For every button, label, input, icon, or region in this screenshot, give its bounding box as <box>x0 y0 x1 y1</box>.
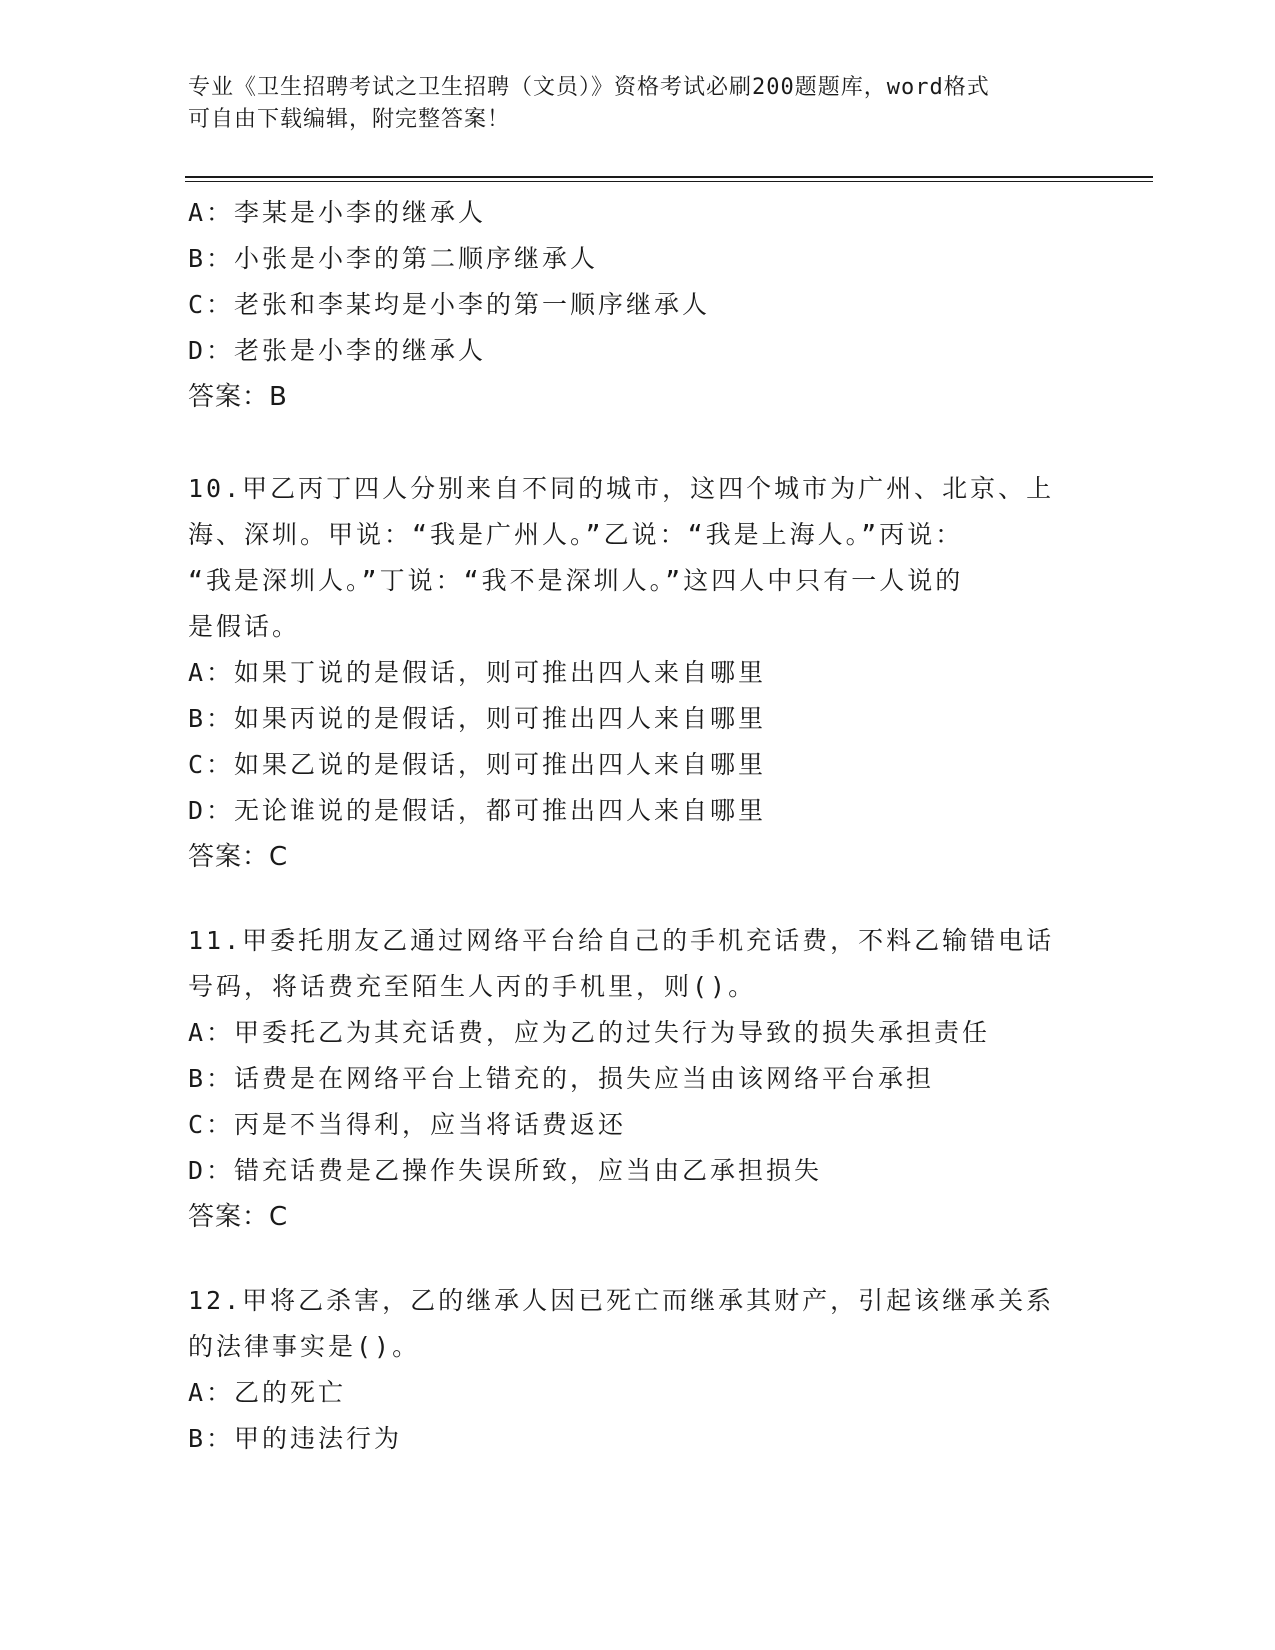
question-block-12 <box>188 1278 1088 1462</box>
option-d: D：无论谁说的是假话，都可推出四人来自哪里 <box>188 796 767 825</box>
option-b: B：如果丙说的是假话，则可推出四人来自哪里 <box>188 704 767 733</box>
option-c: C：如果乙说的是假话，则可推出四人来自哪里 <box>188 750 767 779</box>
spacer <box>188 880 1088 918</box>
question-text-line: 号码，将话费充至陌生人丙的手机里，则()。 <box>188 972 757 1001</box>
question-text-line: 10.甲乙丙丁四人分别来自不同的城市，这四个城市为广州、北京、上 <box>188 474 1055 503</box>
option-b: B：甲的违法行为 <box>188 1424 403 1453</box>
question-text-line: “我是深圳人。”丁说：“我不是深圳人。”这四人中只有一人说的 <box>188 566 964 595</box>
question-block-11 <box>188 918 1088 1240</box>
header-line-1: 专业《卫生招聘考试之卫生招聘（文员）》资格考试必刷200题题库，word格式 <box>188 75 990 100</box>
header-line-2: 可自由下载编辑，附完整答案！ <box>188 107 511 132</box>
question-text-line: 11.甲委托朋友乙通过网络平台给自己的手机充话费，不料乙输错电话 <box>188 926 1055 955</box>
option-a: A：甲委托乙为其充话费，应为乙的过失行为导致的损失承担责任 <box>188 1018 991 1047</box>
question-text-line: 12.甲将乙杀害，乙的继承人因已死亡而继承其财产，引起该继承关系 <box>188 1286 1055 1315</box>
answer-line: 答案：C <box>188 842 289 872</box>
answer-line: 答案：C <box>188 1202 289 1232</box>
option-b: B：小张是小李的第二顺序继承人 <box>188 244 599 273</box>
option-c: C：丙是不当得利，应当将话费返还 <box>188 1110 627 1139</box>
question-list <box>188 190 1088 1462</box>
question-text-line: 是假话。 <box>188 612 301 641</box>
spacer <box>188 420 1088 466</box>
question-block-10 <box>188 466 1088 880</box>
option-d: D：错充话费是乙操作失误所致，应当由乙承担损失 <box>188 1156 823 1185</box>
option-c: C：老张和李某均是小李的第一顺序继承人 <box>188 290 711 319</box>
question-text-line: 海、深圳。甲说：“我是广州人。”乙说：“我是上海人。”丙说： <box>188 520 964 549</box>
spacer <box>188 1240 1088 1278</box>
option-a: A：李某是小李的继承人 <box>188 198 487 227</box>
document-header <box>188 72 1088 136</box>
header-divider-thick <box>185 176 1153 178</box>
header-divider-thin <box>185 181 1153 182</box>
answer-line: 答案：B <box>188 382 288 412</box>
option-a: A：如果丁说的是假话，则可推出四人来自哪里 <box>188 658 767 687</box>
option-a: A：乙的死亡 <box>188 1378 347 1407</box>
question-block-9 <box>188 190 1088 420</box>
option-d: D：老张是小李的继承人 <box>188 336 487 365</box>
question-text-line: 的法律事实是()。 <box>188 1332 421 1361</box>
option-b: B：话费是在网络平台上错充的，损失应当由该网络平台承担 <box>188 1064 935 1093</box>
